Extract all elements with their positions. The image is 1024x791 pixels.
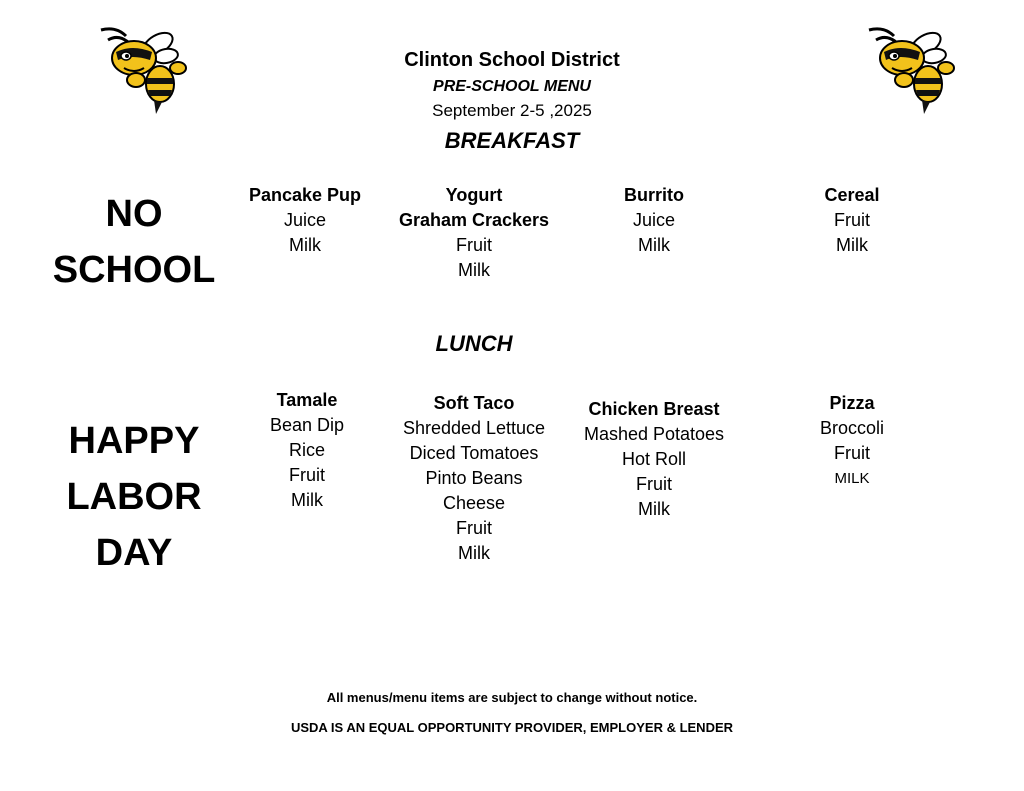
menu-item: Milk: [458, 260, 490, 280]
menu-item: Fruit: [456, 235, 492, 255]
breakfast-day-column: [554, 183, 754, 258]
menu-item: Cereal: [824, 185, 880, 205]
yellow-jacket-mascot-icon: [96, 22, 192, 118]
menu-item: Fruit: [834, 210, 870, 230]
breakfast-day-column: [374, 183, 574, 283]
menu-item: Cheese: [442, 493, 506, 513]
holiday-line: LABOR: [66, 476, 202, 518]
menu-item: Juice: [283, 210, 327, 230]
menu-item: Pizza: [829, 393, 875, 413]
menu-item: Milk: [836, 235, 868, 255]
lunch-day-column: [554, 397, 754, 522]
breakfast-heading: BREAKFAST: [444, 128, 580, 153]
menu-item: Broccoli: [819, 418, 885, 438]
holiday-note: [34, 413, 234, 581]
menu-item: Fruit: [456, 518, 492, 538]
lunch-day-column: [752, 391, 952, 491]
holiday-line: HAPPY: [68, 420, 200, 462]
no-school-line: SCHOOL: [52, 249, 216, 291]
menu-item: Bean Dip: [269, 415, 345, 435]
menu-item: Tamale: [276, 390, 338, 410]
menu-item: Milk: [291, 490, 323, 510]
district-title: Clinton School District: [404, 49, 620, 71]
menu-item: Fruit: [289, 465, 325, 485]
menu-item: Fruit: [636, 474, 672, 494]
menu-item: Pinto Beans: [425, 468, 523, 488]
menu-item: Juice: [632, 210, 676, 230]
lunch-day-column: [374, 391, 574, 566]
menu-item: Mashed Potatoes: [583, 424, 725, 444]
menu-item: Soft Taco: [433, 393, 515, 413]
holiday-line: DAY: [95, 532, 173, 574]
lunch-heading: LUNCH: [435, 331, 513, 356]
yellow-jacket-mascot-icon: [864, 22, 960, 118]
menu-item: Pancake Pup: [248, 185, 362, 205]
menu-item: Milk: [638, 235, 670, 255]
change-disclaimer: All menus/menu items are subject to change without notice.: [326, 690, 698, 705]
menu-item: Milk: [638, 499, 670, 519]
no-school-note: [34, 186, 234, 298]
no-school-line: NO: [105, 193, 163, 235]
menu-item: Milk: [458, 543, 490, 563]
menu-item: MILK: [834, 470, 870, 487]
menu-item: Burrito: [624, 185, 684, 205]
menu-dates: September 2-5 ,2025: [432, 101, 592, 120]
menu-item: Graham Crackers: [398, 210, 550, 230]
menu-item: Rice: [288, 440, 325, 460]
menu-item: Yogurt: [445, 185, 503, 205]
menu-item: Fruit: [834, 443, 870, 463]
menu-item: Hot Roll: [621, 449, 687, 469]
menu-subtitle: PRE-SCHOOL MENU: [433, 78, 591, 95]
menu-item: Milk: [289, 235, 321, 255]
breakfast-day-column: [752, 183, 952, 258]
menu-item: Diced Tomatoes: [409, 443, 539, 463]
menu-item: Shredded Lettuce: [402, 418, 546, 438]
menu-item: Chicken Breast: [588, 399, 720, 419]
usda-statement: USDA IS AN EQUAL OPPORTUNITY PROVIDER, EMPLOYER & LENDER: [290, 720, 734, 735]
